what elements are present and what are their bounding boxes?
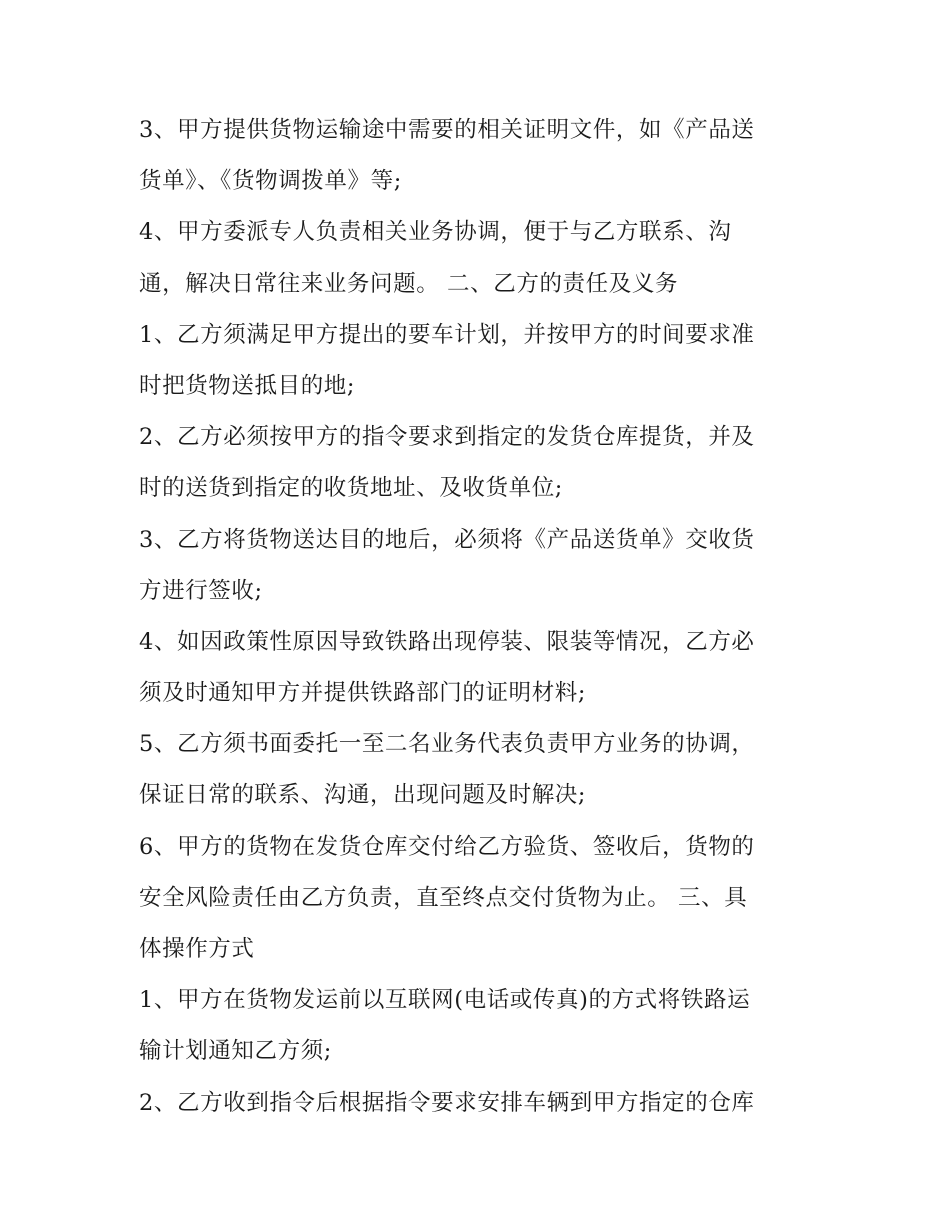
text-line: 保证日常的联系、沟通，出现问题及时解决; xyxy=(139,782,587,809)
text-line: 时的送货到指定的收货地址、及收货单位; xyxy=(139,475,563,502)
text-line: 1、甲方在货物发运前以互联网(电话或传真)的方式将铁路运 xyxy=(139,987,751,1014)
text-line: 货单》、《货物调拨单》等; xyxy=(139,168,402,195)
text-line: 3、乙方将货物送达目的地后，必须将《产品送货单》交收货 xyxy=(139,526,755,553)
text-line: 1、乙方须满足甲方提出的要车计划，并按甲方的时间要求准 xyxy=(139,321,755,348)
text-line: 4、如因政策性原因导致铁路出现停装、限装等情况，乙方必 xyxy=(139,628,755,655)
text-line: 2、乙方收到指令后根据指令要求安排车辆到甲方指定的仓库 xyxy=(139,1089,755,1116)
text-line: 方进行签收; xyxy=(139,577,263,604)
text-line: 输计划通知乙方须; xyxy=(139,1038,332,1065)
text-line: 2、乙方必须按甲方的指令要求到指定的发货仓库提货，并及 xyxy=(139,424,755,451)
text-line: 安全风险责任由乙方负责，直至终点交付货物为止。 三、具 xyxy=(139,884,748,911)
text-line: 通，解决日常往来业务问题。 二、乙方的责任及义务 xyxy=(139,270,679,297)
text-line: 4、甲方委派专人负责相关业务协调，便于与乙方联系、沟 xyxy=(139,219,732,246)
text-line: 3、甲方提供货物运输途中需要的相关证明文件，如《产品送 xyxy=(139,117,755,143)
text-line: 体操作方式 xyxy=(139,936,255,962)
text-line: 须及时通知甲方并提供铁路部门的证明材料; xyxy=(139,680,587,707)
text-line: 6、甲方的货物在发货仓库交付给乙方验货、签收后，货物的 xyxy=(139,833,755,860)
text-line: 时把货物送抵目的地; xyxy=(139,372,356,399)
contract-text-body xyxy=(139,105,811,1129)
text-line: 5、乙方须书面委托一至二名业务代表负责甲方业务的协调， xyxy=(139,731,755,758)
